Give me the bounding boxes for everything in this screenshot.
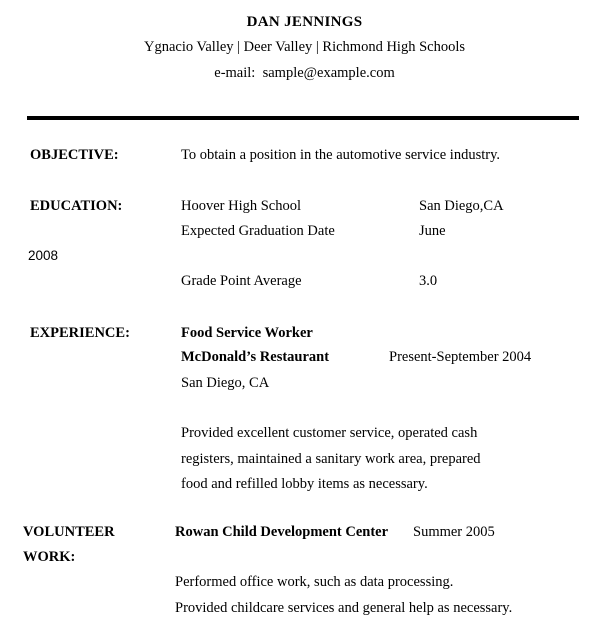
schools-line: Ygnacio Valley | Deer Valley | Richmond High Schools	[144, 39, 465, 55]
volunteer-heading-line2: WORK:	[23, 549, 76, 565]
graduation-year: 2008	[28, 248, 59, 263]
education-heading: EDUCATION:	[30, 198, 123, 214]
job-description-line: food and refilled lobby items as necessary.	[181, 476, 428, 492]
email-label: e-mail:	[214, 65, 256, 81]
volunteer-organization: Rowan Child Development Center	[175, 524, 389, 540]
education-school: Hoover High School	[181, 198, 302, 214]
header-divider	[27, 116, 579, 120]
email-address: sample@example.com	[262, 65, 395, 81]
volunteer-dates: Summer 2005	[413, 524, 495, 540]
job-title: Food Service Worker	[181, 325, 313, 341]
job-dates: Present-September 2004	[389, 349, 532, 365]
objective-heading: OBJECTIVE:	[30, 147, 119, 163]
email-line	[0, 64, 609, 82]
volunteer-description-line: Performed office work, such as data processing.	[175, 574, 454, 590]
job-description-line: Provided excellent customer service, operated cash	[181, 425, 478, 441]
education-location: San Diego,CA	[419, 198, 504, 214]
gpa-value: 3.0	[419, 273, 438, 289]
volunteer-heading-line1: VOLUNTEER	[23, 524, 115, 540]
employer-name: McDonald’s Restaurant	[181, 349, 330, 365]
job-description-line: registers, maintained a sanitary work area, prepared	[181, 451, 481, 467]
gpa-label: Grade Point Average	[181, 273, 302, 289]
graduation-label: Expected Graduation Date	[181, 223, 335, 239]
applicant-name: DAN JENNINGS	[246, 14, 363, 30]
volunteer-description-line: Provided childcare services and general help as necessary.	[175, 600, 513, 616]
objective-text: To obtain a position in the automotive service industry.	[181, 147, 500, 163]
graduation-month: June	[419, 223, 446, 239]
job-city: San Diego, CA	[181, 375, 270, 391]
experience-heading: EXPERIENCE:	[30, 325, 130, 341]
